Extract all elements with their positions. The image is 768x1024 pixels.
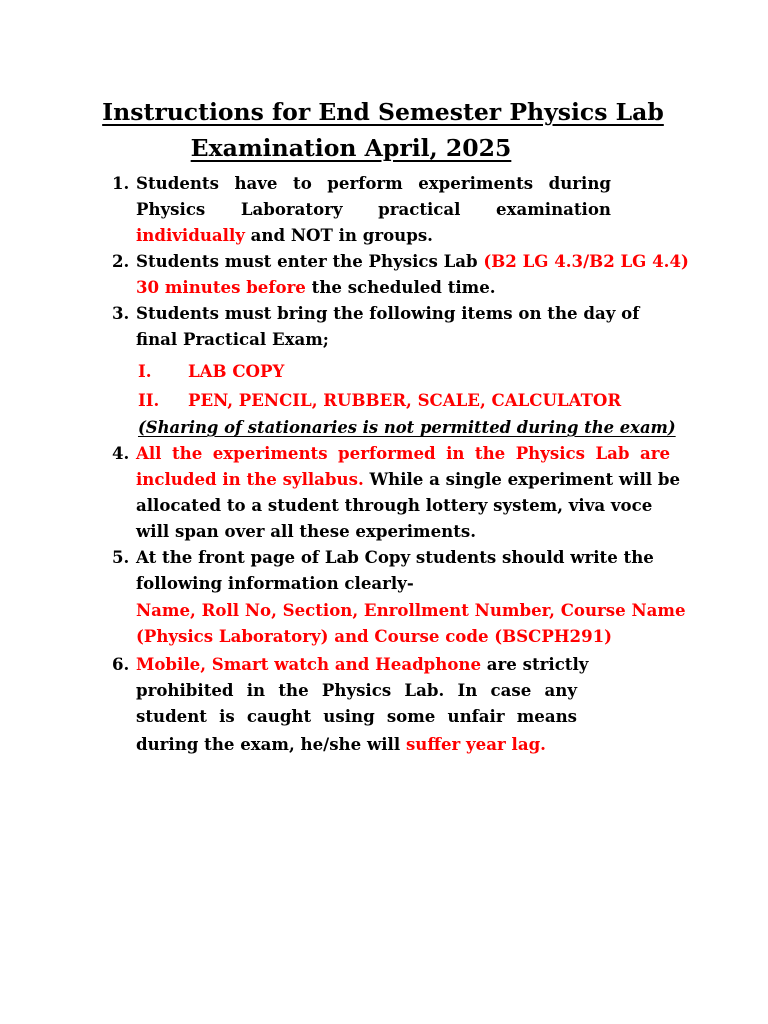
highlighted-text: suffer year lag. <box>405 734 546 754</box>
list-item-number: 1. <box>112 173 130 193</box>
list-item-line: Students must bring the following items on the day of <box>136 303 640 323</box>
list-item-line <box>136 703 577 729</box>
list-item-line: final Practical Exam; <box>136 329 329 349</box>
list-item-number: 4. <box>112 443 130 463</box>
text: are strictly <box>481 654 589 674</box>
list-item-line: (Physics Laboratory) and Course code (BSCPH291) <box>136 626 613 646</box>
list-item-line <box>136 466 680 492</box>
sub-item-number: II. <box>138 390 160 410</box>
highlighted-text: (B2 LG 4.3/B2 LG 4.4) <box>483 251 689 271</box>
stationery-note: (Sharing of stationaries is not permitted during the exam) <box>138 418 676 437</box>
text: Students have to perform experiments during <box>136 173 611 193</box>
sub-item-text: LAB COPY <box>188 361 285 381</box>
highlighted-text: individually <box>136 225 245 245</box>
highlighted-text: Mobile, Smart watch and Headphone <box>136 654 482 674</box>
page-title-line-1: Instructions for End Semester Physics Lab <box>102 98 664 126</box>
highlighted-text: 30 minutes before <box>136 277 306 297</box>
text: prohibited in the Physics Lab. In case any <box>136 680 577 700</box>
list-item-line: allocated to a student through lottery system, viva voce <box>136 495 653 515</box>
text: during the exam, he/she will <box>136 734 406 754</box>
list-item-line <box>136 196 611 222</box>
text: Physics Laboratory practical examination <box>136 199 611 219</box>
list-item-line: At the front page of Lab Copy students should write the <box>136 547 654 567</box>
list-item-line <box>136 731 546 757</box>
highlighted-text: All the experiments performed in the Physics Lab are <box>136 443 670 463</box>
text: the scheduled time. <box>305 277 496 297</box>
highlighted-text: included in the syllabus. <box>136 469 364 489</box>
list-item-line <box>136 677 577 703</box>
list-item-line: Name, Roll No, Section, Enrollment Number, Course Name <box>136 600 686 620</box>
list-item-line: following information clearly- <box>136 573 414 593</box>
list-item-number: 3. <box>112 303 130 323</box>
text: Students must enter the Physics Lab <box>136 251 484 271</box>
list-item-line: will span over all these experiments. <box>136 521 477 541</box>
sub-item-number: I. <box>138 361 152 381</box>
list-item-line <box>136 274 496 300</box>
list-item-number: 2. <box>112 251 130 271</box>
list-item-line <box>136 222 433 248</box>
list-item-line <box>136 651 588 677</box>
list-item-number: 6. <box>112 654 130 674</box>
text: student is caught using some unfair means <box>136 706 577 726</box>
list-item-line <box>136 170 611 196</box>
sub-item-text: PEN, PENCIL, RUBBER, SCALE, CALCULATOR <box>188 390 622 410</box>
text: and NOT in groups. <box>244 225 433 245</box>
page-title-line-2: Examination April, 2025 <box>190 134 512 162</box>
list-item-line <box>136 440 670 466</box>
list-item-line <box>136 248 689 274</box>
list-item-number: 5. <box>112 547 130 567</box>
text: While a single experiment will be <box>363 469 681 489</box>
